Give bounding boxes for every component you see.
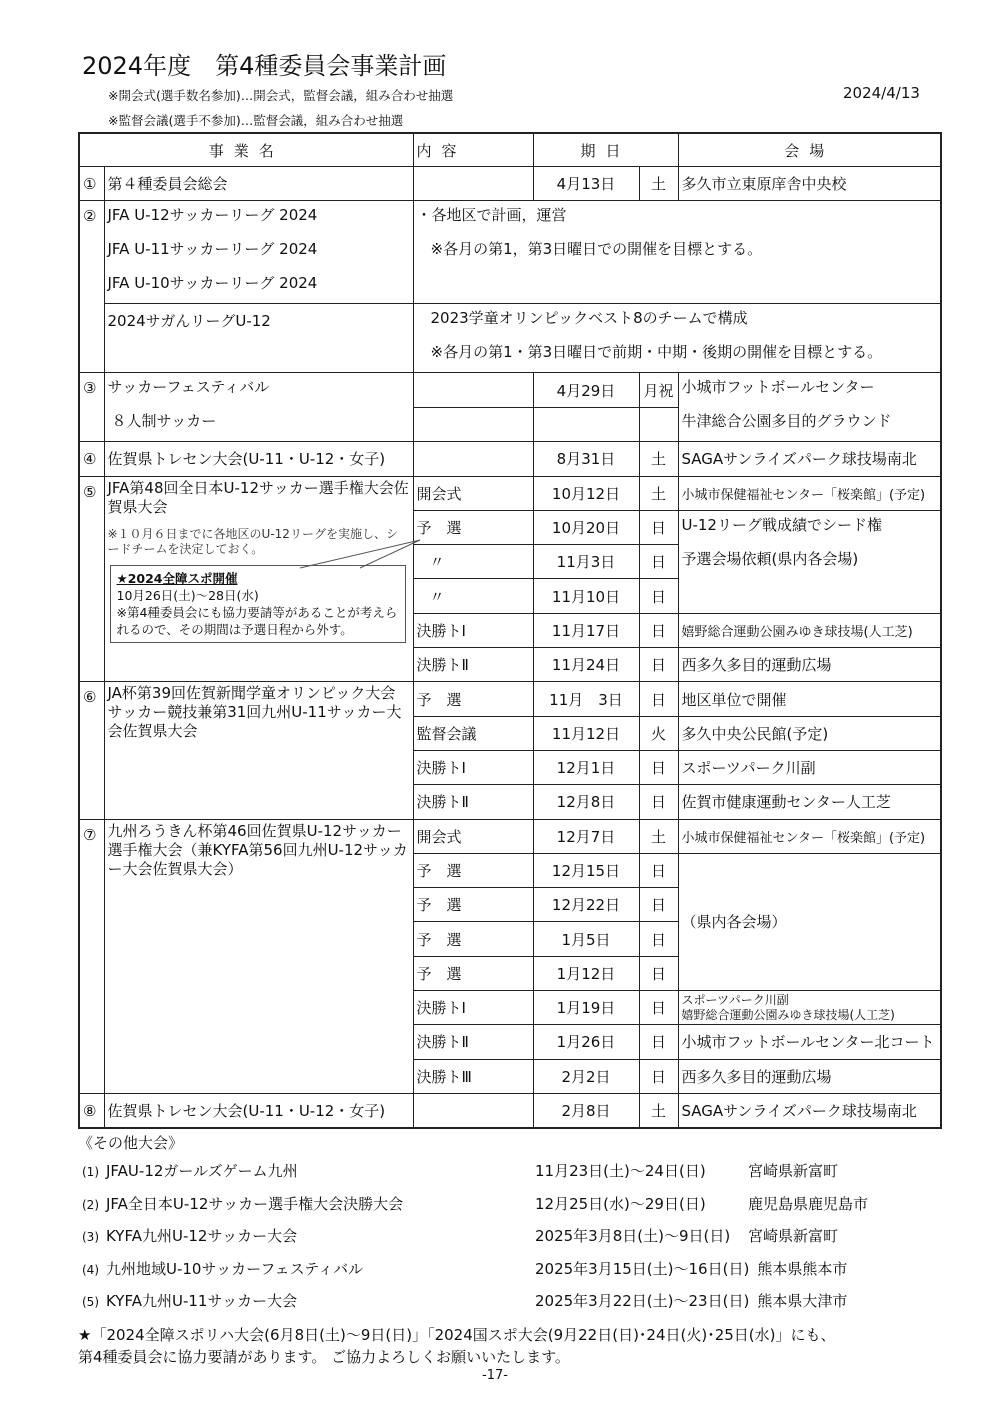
event-dow: 日 (639, 648, 678, 682)
event-name: 第４種委員会総会 (104, 167, 413, 201)
other-event-no: (1) (82, 1165, 99, 1179)
event-venue: 小城市フットボールセンター北コート (678, 1025, 941, 1059)
event-date: 8月31日 (533, 442, 639, 476)
event-dow: 土 (639, 167, 678, 201)
event-dow: 日 (639, 1025, 678, 1059)
content-cell: 予 選 (413, 510, 533, 544)
row-number: ④ (79, 442, 104, 476)
event-dow: 日 (639, 579, 678, 613)
content-text: 2023学童オリンピックベスト8のチームで構成 (430, 309, 748, 328)
other-title: 《その他大会》 (78, 1134, 184, 1152)
other-event-row (82, 1160, 838, 1181)
venue-line: 小城市フットボールセンター (681, 378, 875, 397)
row-number: ① (79, 167, 104, 201)
document-date: 2024/4/13 (843, 84, 920, 102)
other-event-date: 2025年3月22日(土)～23日(日) (535, 1292, 750, 1310)
page-number: -17- (482, 1368, 508, 1383)
row-number: ③ (79, 373, 104, 442)
content-cell: 予 選 (413, 888, 533, 922)
content-cell: 監督会議 (413, 716, 533, 750)
table-row (79, 373, 941, 408)
event-date: 4月29日 (533, 373, 639, 408)
other-event-date: 11月23日(土)～24日(日) (535, 1162, 706, 1180)
schedule-table (78, 132, 942, 1129)
event-date: 10月12日 (533, 476, 639, 510)
event-date: 1月26日 (533, 1025, 639, 1059)
event-name: 2024サガんリーグU-12 (104, 304, 413, 373)
event-venue (678, 510, 941, 613)
event-venue (678, 991, 941, 1025)
content-cell: 〃 (413, 579, 533, 613)
event-date: 4月13日 (533, 167, 639, 201)
event-venue: SAGAサンライズパーク球技場南北 (678, 1093, 941, 1128)
dow-cell (639, 407, 678, 442)
other-event-name: KYFA九州U-11サッカー大会 (106, 1292, 298, 1310)
content-cell: 予 選 (413, 956, 533, 990)
event-name: 佐賀県トレセン大会(U-11・U-12・女子) (104, 442, 413, 476)
table-row (79, 476, 941, 510)
table-row (79, 1093, 941, 1128)
event-venue: スポーツパーク川副 (678, 750, 941, 784)
other-event-venue: 宮崎県新富町 (748, 1227, 839, 1245)
other-event-name: JFAU-12ガールズゲーム九州 (106, 1162, 298, 1180)
event-venue: 地区単位で開催 (678, 682, 941, 716)
event-venue: 小城市保健福祉センター「桜楽館」(予定) (678, 819, 941, 853)
event-venue: 小城市保健福祉センター「桜楽館」(予定) (678, 476, 941, 510)
callout-dates: 10月26日(土)～28日(水) (116, 587, 259, 603)
table-row (79, 167, 941, 201)
footer-line: ★「2024全障スポリハ大会(6月8日(土)～9日(日)」「2024国スポ大会(9月22日(日)･24日(火)･25日(水)」にも、 (78, 1326, 836, 1344)
event-name (104, 373, 413, 442)
league-u12: JFA U-12サッカーリーグ 2024 (107, 206, 318, 225)
callout-box (110, 565, 406, 643)
note-opening: ※開会式(選手数名参加)…開会式，監督会議，組み合わせ抽選 (108, 88, 454, 103)
event-venue: （県内各会場） (678, 853, 941, 990)
callout-text: ※第4種委員会にも協力要請等があることが考えられるので、その期間は予選日程から外す。 (116, 604, 398, 637)
row-number: ② (79, 201, 104, 373)
event-name: JA杯第39回佐賀新聞学童オリンピック大会サッカー競技兼第31回九州U-11サッカー大会佐賀県大会 (104, 682, 413, 819)
venue-line: スポーツパーク川副 (681, 992, 789, 1007)
event-dow: 日 (639, 785, 678, 819)
footer-line: 第4種委員会に協力要請があります。 ご協力よろしくお願いいたします。 (78, 1348, 570, 1366)
event-date: 12月8日 (533, 785, 639, 819)
event-date: 1月12日 (533, 956, 639, 990)
event-date: 11月3日 (533, 545, 639, 579)
other-event-no: (3) (82, 1230, 99, 1244)
other-event-name: KYFA九州U-12サッカー大会 (106, 1227, 298, 1245)
event-name: 佐賀県トレセン大会(U-11・U-12・女子) (104, 1093, 413, 1128)
event-date: 12月7日 (533, 819, 639, 853)
row-number: ⑥ (79, 682, 104, 819)
event-venue: 多久中央公民館(予定) (678, 716, 941, 750)
date-cell (533, 407, 639, 442)
content-cell: 開会式 (413, 819, 533, 853)
table-row (79, 682, 941, 716)
content-note: ※各月の第1，第3日曜日での開催を目標とする。 (430, 240, 763, 259)
header-venue: 会場 (678, 133, 941, 167)
content-cell (413, 167, 533, 201)
content-cell: 決勝トⅠ (413, 750, 533, 784)
venue-line: 嬉野総合運動公園みゆき球技場(人工芝) (681, 1007, 895, 1022)
content-cell (413, 1093, 533, 1128)
event-dow: 日 (639, 545, 678, 579)
table-header (79, 133, 941, 167)
content-cell: 予 選 (413, 853, 533, 887)
event-dow: 日 (639, 1059, 678, 1093)
event-dow: 土 (639, 1093, 678, 1128)
league-u11: JFA U-11サッカーリーグ 2024 (107, 240, 318, 259)
content-cell: 予 選 (413, 922, 533, 956)
event-dow: 日 (639, 922, 678, 956)
event-name (104, 476, 413, 682)
event-date: 12月22日 (533, 888, 639, 922)
event-name-text: JFA第48回全日本U-12サッカー選手権大会佐賀県大会 (107, 478, 409, 516)
other-event-venue: 宮崎県新富町 (748, 1162, 839, 1180)
event-venue: 西多久多目的運動広場 (678, 648, 941, 682)
callout-title: ★2024全障スポ開催 (116, 570, 238, 586)
event-dow: 日 (639, 956, 678, 990)
event-dow: 日 (639, 682, 678, 716)
event-dow: 土 (639, 476, 678, 510)
content-text: ・各地区で計画，運営 (416, 206, 567, 225)
other-event-venue: 熊本県大津市 (757, 1292, 848, 1310)
table-row (79, 819, 941, 853)
content-cell: 〃 (413, 545, 533, 579)
content-cell: 決勝トⅢ (413, 1059, 533, 1093)
content-note: ※各月の第1・第3日曜日で前期・中期・後期の開催を目標とする。 (430, 343, 883, 362)
other-event-name: 九州地域U-10サッカーフェスティバル (106, 1259, 364, 1278)
page-title: 2024年度 第4種委員会事業計画 (82, 52, 447, 80)
content-cell: 決勝トⅡ (413, 785, 533, 819)
content-cell (413, 442, 533, 476)
content-cell (413, 201, 941, 304)
event-dow: 土 (639, 442, 678, 476)
other-event-row (82, 1290, 847, 1311)
content-cell: 開会式 (413, 476, 533, 510)
other-event-date: 2025年3月8日(土)～9日(日) (535, 1227, 731, 1245)
event-date: 2月8日 (533, 1093, 639, 1128)
content-cell (413, 407, 533, 442)
event-dow: 日 (639, 888, 678, 922)
other-event-name: JFA全日本U-12サッカー選手権大会決勝大会 (106, 1194, 404, 1213)
other-event-venue: 鹿児島県鹿児島市 (748, 1194, 869, 1213)
event-venue (678, 373, 941, 442)
content-cell: 決勝トⅠ (413, 991, 533, 1025)
event-date: 11月12日 (533, 716, 639, 750)
header-content: 内容 (413, 133, 533, 167)
event-date: 10月20日 (533, 510, 639, 544)
event-date: 2月2日 (533, 1059, 639, 1093)
venue-line: 牛津総合公園多目的グラウンド (681, 412, 892, 431)
event-dow: 日 (639, 750, 678, 784)
event-dow: 日 (639, 853, 678, 887)
venue-line: 予選会場依頼(県内各会場) (681, 549, 859, 568)
row-number: ⑧ (79, 1093, 104, 1128)
event-name (104, 201, 413, 304)
other-event-date: 2025年3月15日(土)～16日(日) (535, 1259, 750, 1278)
event-dow: 月祝 (639, 373, 678, 408)
header-date: 期日 (533, 133, 678, 167)
event-venue: 嬉野総合運動公園みゆき球技場(人工芝) (678, 613, 941, 647)
event-date: 11月24日 (533, 648, 639, 682)
content-cell (413, 304, 941, 373)
event-note: ※１０月６日までに各地区のU-12リーグを実施し、シードチームを決定しておく。 (107, 526, 398, 556)
event-date: 11月 3日 (533, 682, 639, 716)
other-event-row (82, 1258, 847, 1279)
event-date: 11月17日 (533, 613, 639, 647)
content-cell (413, 373, 533, 408)
event-dow: 日 (639, 510, 678, 544)
content-cell: 決勝トⅡ (413, 1025, 533, 1059)
row-number: ⑤ (79, 476, 104, 682)
note-meeting: ※監督会議(選手不参加)…監督会議，組み合わせ抽選 (108, 113, 404, 128)
event-dow: 土 (639, 819, 678, 853)
other-event-row (82, 1225, 838, 1246)
event-dow: 日 (639, 991, 678, 1025)
content-cell: 決勝トⅡ (413, 648, 533, 682)
other-event-no: (4) (82, 1262, 99, 1277)
event-venue: 多久市立東原庠舎中央校 (678, 167, 941, 201)
event-name-line: サッカーフェスティバル (107, 378, 270, 397)
content-cell: 決勝トⅠ (413, 613, 533, 647)
other-event-row (82, 1193, 868, 1214)
event-venue: 西多久多目的運動広場 (678, 1059, 941, 1093)
event-date: 11月10日 (533, 579, 639, 613)
venue-line: U-12リーグ戦成績でシード権 (681, 515, 882, 534)
event-dow: 日 (639, 613, 678, 647)
event-date: 1月5日 (533, 922, 639, 956)
event-date: 12月15日 (533, 853, 639, 887)
content-cell: 予 選 (413, 682, 533, 716)
event-venue: 佐賀市健康運動センター人工芝 (678, 785, 941, 819)
event-date: 12月1日 (533, 750, 639, 784)
event-name: 九州ろうきん杯第46回佐賀県U-12サッカー選手権大会（兼KYFA第56回九州U-12サッカー大会佐賀県大会） (104, 819, 413, 1093)
event-dow: 火 (639, 716, 678, 750)
row-number: ⑦ (79, 819, 104, 1093)
event-venue: SAGAサンライズパーク球技場南北 (678, 442, 941, 476)
other-event-date: 12月25日(水)～29日(日) (535, 1194, 706, 1213)
table-row (79, 442, 941, 476)
event-name-line: ８人制サッカー (111, 412, 217, 431)
league-u10: JFA U-10サッカーリーグ 2024 (107, 274, 318, 293)
header-name: 事業名 (79, 133, 413, 167)
event-date: 1月19日 (533, 991, 639, 1025)
other-event-no: (2) (82, 1197, 99, 1212)
other-event-no: (5) (82, 1295, 99, 1309)
other-event-venue: 熊本県熊本市 (757, 1259, 848, 1278)
